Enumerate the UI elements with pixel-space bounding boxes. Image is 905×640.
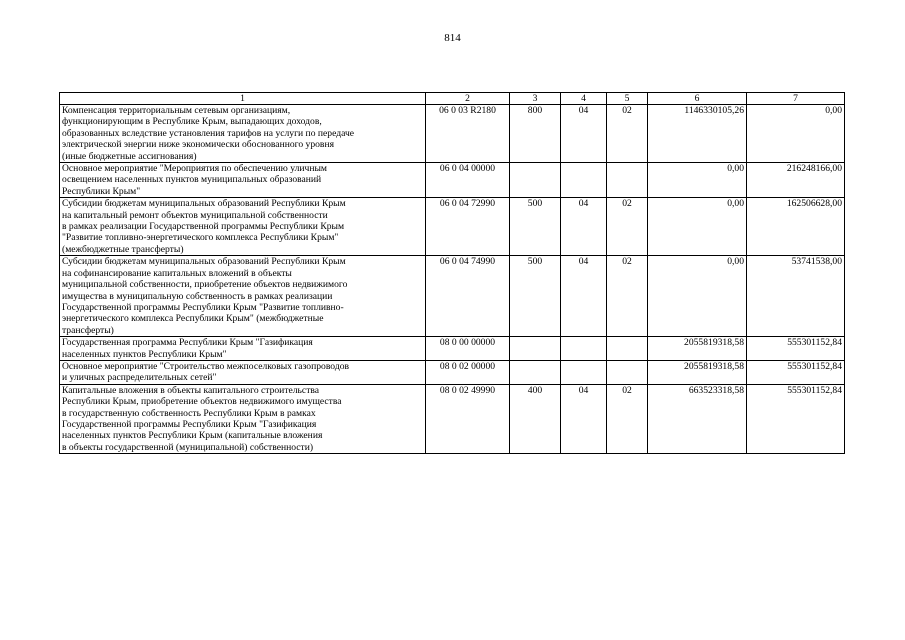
description-line: образованных вследствие установления тарифов на услуги по передаче — [62, 127, 355, 139]
row-amount-7: 162506628,00 — [747, 198, 845, 256]
description-line: электрической энергии ниже экономически обоснованного уровня — [62, 139, 334, 151]
header-cell-2: 2 — [426, 93, 510, 105]
row-code: 06 0 04 74990 — [426, 256, 510, 337]
row-description — [60, 384, 426, 453]
table-row — [60, 256, 845, 337]
row-amount-6: 0,00 — [648, 198, 747, 256]
row-col-3 — [510, 360, 561, 384]
row-code: 08 0 02 00000 — [426, 360, 510, 384]
row-amount-7: 555301152,84 — [747, 337, 845, 361]
budget-table — [59, 92, 845, 454]
header-cell-4: 4 — [561, 93, 607, 105]
description-line: в рамках реализации Государственной программы Республики Крым — [62, 221, 345, 233]
row-amount-6: 2055819318,58 — [648, 337, 747, 361]
row-col-4: 04 — [561, 105, 607, 163]
description-line: Республики Крым, приобретение объектов недвижимого имущества — [62, 396, 342, 408]
description-line: на софинансирование капитальных вложений в объекты — [62, 267, 292, 279]
description-line: трансферты) — [62, 324, 114, 336]
row-description — [60, 198, 426, 256]
description-line: Республики Крым" — [62, 185, 141, 197]
row-amount-6: 0,00 — [648, 163, 747, 198]
description-line: Субсидии бюджетам муниципальных образований Республики Крым — [62, 198, 346, 210]
row-col-3: 500 — [510, 198, 561, 256]
description-line: в объекты государственной (муниципальной) собственности) — [62, 441, 314, 453]
table-row — [60, 198, 845, 256]
row-col-5: 02 — [607, 198, 648, 256]
row-description — [60, 337, 426, 361]
row-amount-7: 53741538,00 — [747, 256, 845, 337]
row-col-4: 04 — [561, 384, 607, 453]
row-col-4: 04 — [561, 256, 607, 337]
description-line: Государственной программы Республики Крым "Газификация — [62, 418, 317, 430]
row-col-5: 02 — [607, 384, 648, 453]
row-col-5 — [607, 163, 648, 198]
description-line: Государственной программы Республики Крым "Развитие топливно- — [62, 301, 344, 313]
row-col-3: 500 — [510, 256, 561, 337]
description-line: освещением населенных пунктов муниципальных образований — [62, 174, 322, 186]
description-line: "Развитие топливно-энергетического комплекса Республики Крым" — [62, 232, 339, 244]
row-col-5: 02 — [607, 256, 648, 337]
description-line: Основное мероприятие "Мероприятия по обеспечению уличным — [62, 163, 328, 175]
description-line: в государственную собственность Республики Крым в рамках — [62, 407, 316, 419]
page-number: 814 — [444, 32, 461, 44]
row-description — [60, 256, 426, 337]
row-amount-6: 1146330105,26 — [648, 105, 747, 163]
header-row — [60, 93, 845, 105]
header-cell-6: 6 — [648, 93, 747, 105]
row-col-3 — [510, 163, 561, 198]
header-cell-1: 1 — [60, 93, 426, 105]
description-line: Капитальные вложения в объекты капитального строительства — [62, 384, 320, 396]
description-line: Основное мероприятие "Строительство межпоселковых газопроводов — [62, 360, 350, 372]
row-amount-6: 663523318,58 — [648, 384, 747, 453]
description-line: населенных пунктов Республики Крым" — [62, 348, 227, 360]
description-line: (межбюджетные трансферты) — [62, 243, 184, 255]
description-line: Субсидии бюджетам муниципальных образований Республики Крым — [62, 256, 346, 268]
row-col-4: 04 — [561, 198, 607, 256]
row-code: 08 0 00 00000 — [426, 337, 510, 361]
header-cell-5: 5 — [607, 93, 648, 105]
row-code: 08 0 02 49990 — [426, 384, 510, 453]
row-col-4 — [561, 337, 607, 361]
description-line: Государственная программа Республики Крым "Газификация — [62, 337, 313, 349]
table-row — [60, 337, 845, 361]
row-col-3: 400 — [510, 384, 561, 453]
row-col-3: 800 — [510, 105, 561, 163]
table-row — [60, 360, 845, 384]
row-amount-6: 2055819318,58 — [648, 360, 747, 384]
table-row — [60, 163, 845, 198]
table-row — [60, 105, 845, 163]
description-line: Компенсация территориальным сетевым организациям, — [62, 105, 291, 116]
description-line: функционирующим в Республике Крым, выпадающих доходов, — [62, 116, 322, 128]
row-amount-7: 0,00 — [747, 105, 845, 163]
row-col-5 — [607, 360, 648, 384]
description-line: населенных пунктов Республики Крым (капитальные вложения — [62, 430, 323, 442]
description-line: имущества в муниципальную собственность в рамках реализации — [62, 290, 333, 302]
header-cell-3: 3 — [510, 93, 561, 105]
row-col-4 — [561, 360, 607, 384]
row-description — [60, 163, 426, 198]
row-amount-6: 0,00 — [648, 256, 747, 337]
header-cell-7: 7 — [747, 93, 845, 105]
row-col-3 — [510, 337, 561, 361]
row-code: 06 0 04 00000 — [426, 163, 510, 198]
description-line: на капитальный ремонт объектов муниципальной собственности — [62, 209, 328, 221]
row-code: 06 0 03 R2180 — [426, 105, 510, 163]
row-amount-7: 555301152,84 — [747, 360, 845, 384]
description-line: и уличных распределительных сетей" — [62, 372, 217, 384]
row-amount-7: 555301152,84 — [747, 384, 845, 453]
description-line: муниципальной собственности, приобретение объектов недвижимого — [62, 279, 348, 291]
row-col-5: 02 — [607, 105, 648, 163]
row-col-4 — [561, 163, 607, 198]
row-code: 06 0 04 72990 — [426, 198, 510, 256]
table-row — [60, 384, 845, 453]
row-description — [60, 105, 426, 163]
row-col-5 — [607, 337, 648, 361]
row-amount-7: 216248166,00 — [747, 163, 845, 198]
row-description — [60, 360, 426, 384]
description-line: (иные бюджетные ассигнования) — [62, 150, 197, 162]
description-line: энергетического комплекса Республики Крым" (межбюджетные — [62, 313, 324, 325]
